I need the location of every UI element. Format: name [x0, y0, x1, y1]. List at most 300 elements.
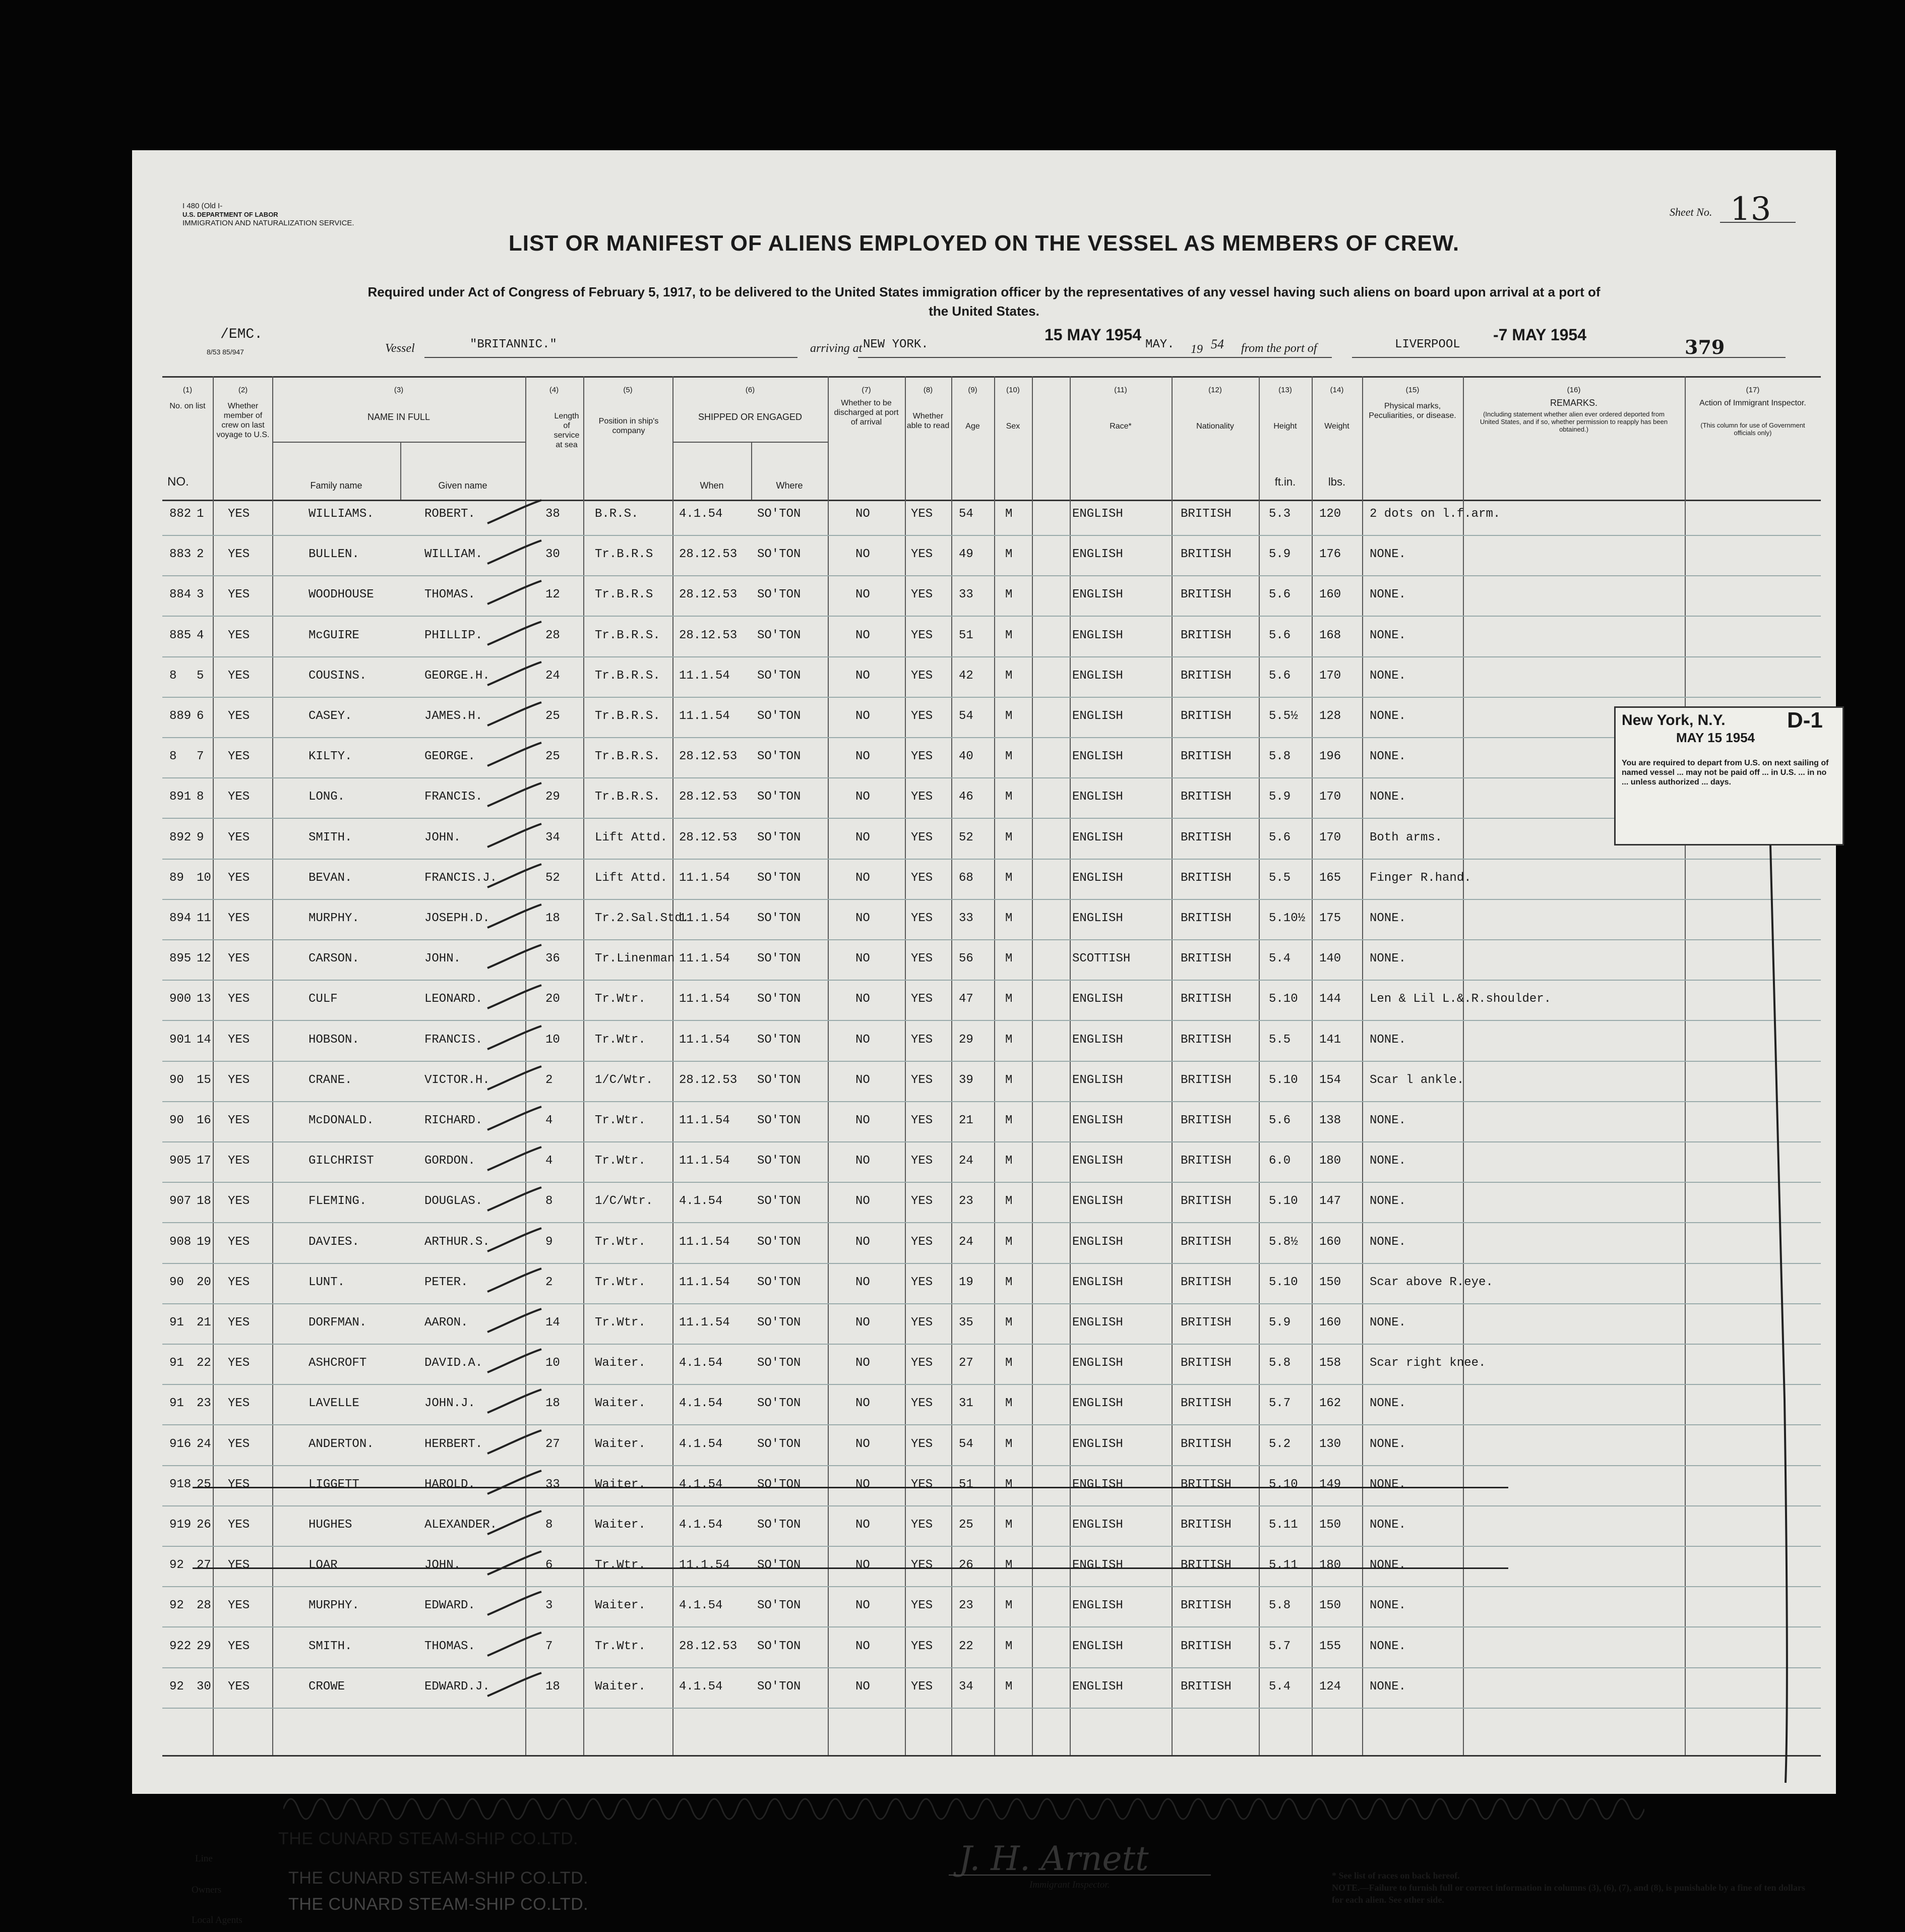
row-race: SCOTTISH [1072, 952, 1131, 966]
row-physical-marks: Scar l ankle. [1370, 1073, 1464, 1087]
row-shipped-where: SO'TON [757, 871, 801, 885]
row-shipped-when: 11.1.54 [679, 709, 730, 723]
row-race: ENGLISH [1072, 507, 1123, 521]
row-sex: M [1005, 628, 1013, 642]
row-able-to-read: YES [911, 1599, 933, 1613]
row-shipped-where: SO'TON [757, 507, 801, 521]
row-race: ENGLISH [1072, 1235, 1123, 1249]
row-sex: M [1005, 1154, 1013, 1168]
row-physical-marks: Scar right knee. [1370, 1356, 1486, 1370]
row-weight: 168 [1319, 628, 1341, 642]
row-age: 26 [959, 1558, 973, 1573]
table-row [162, 1640, 1821, 1670]
row-able-to-read: YES [911, 912, 933, 925]
row-length-of-service: 29 [545, 790, 560, 804]
row-shipped-when: 4.1.54 [679, 1194, 723, 1209]
row-shipped-where: SO'TON [757, 1194, 801, 1209]
row-shipped-when: 11.1.54 [679, 992, 730, 1006]
row-able-to-read: YES [911, 1316, 933, 1330]
row-discharge: NO [855, 1437, 870, 1451]
table-row [162, 709, 1821, 740]
end-of-list-wavy-line [283, 1784, 1644, 1834]
table-row [162, 548, 1821, 578]
row-shipped-where: SO'TON [757, 1477, 801, 1491]
row-physical-marks: NONE. [1370, 1599, 1406, 1613]
row-physical-marks: NONE. [1370, 790, 1406, 804]
departure-date-stamp: -7 MAY 1954 [1493, 326, 1587, 344]
row-able-to-read: YES [911, 1114, 933, 1127]
row-race: ENGLISH [1072, 912, 1123, 925]
row-discharge: NO [855, 1599, 870, 1613]
row-ref-number: 91 [169, 1397, 184, 1411]
row-length-of-service: 52 [545, 871, 560, 885]
row-race: ENGLISH [1072, 1356, 1123, 1370]
from-port-label: from the port of [1241, 342, 1317, 355]
row-given-name: JOHN. [424, 952, 461, 966]
row-crew-last-voyage: YES [228, 588, 250, 602]
row-race: ENGLISH [1072, 1437, 1123, 1451]
row-sex: M [1005, 709, 1013, 723]
row-shipped-when: 28.12.53 [679, 1073, 738, 1087]
row-shipped-where: SO'TON [757, 1518, 801, 1532]
row-given-name: GEORGE. [424, 750, 475, 764]
row-weight: 150 [1319, 1599, 1341, 1613]
row-discharge: NO [855, 709, 870, 723]
row-position: Waiter. [595, 1437, 646, 1451]
row-sex: M [1005, 952, 1013, 966]
handwritten-check-mark [485, 660, 545, 690]
row-sex: M [1005, 871, 1013, 885]
row-shipped-where: SO'TON [757, 1033, 801, 1047]
row-crew-last-voyage: YES [228, 507, 250, 521]
row-position: Tr.2.Sal.Std. [595, 912, 690, 925]
row-age: 19 [959, 1275, 973, 1289]
row-weight: 130 [1319, 1437, 1341, 1451]
row-length-of-service: 36 [545, 952, 560, 966]
row-discharge: NO [855, 1477, 870, 1491]
row-physical-marks: NONE. [1370, 548, 1406, 562]
row-length-of-service: 4 [545, 1114, 553, 1127]
row-sex: M [1005, 1275, 1013, 1289]
row-position: Tr.Wtr. [595, 1558, 646, 1573]
row-family-name: DORFMAN. [309, 1316, 367, 1330]
row-length-of-service: 10 [545, 1356, 560, 1370]
row-length-of-service: 2 [545, 1275, 553, 1289]
row-discharge: NO [855, 790, 870, 804]
row-crew-last-voyage: YES [228, 952, 250, 966]
row-shipped-where: SO'TON [757, 952, 801, 966]
row-position: Tr.Wtr. [595, 992, 646, 1006]
row-ref-number: 90 [169, 1073, 184, 1087]
row-position: 1/C/Wtr. [595, 1194, 653, 1209]
col-header-race: Race* [1110, 422, 1132, 431]
year-suffix: 54 [1211, 337, 1224, 351]
row-ref-number: 895 [169, 952, 192, 966]
row-physical-marks: NONE. [1370, 709, 1406, 723]
row-age: 34 [959, 1679, 973, 1694]
table-row [162, 1276, 1821, 1306]
row-ref-number: 90 [169, 1275, 184, 1289]
row-shipped-when: 28.12.53 [679, 588, 738, 602]
row-list-number: 24 [197, 1437, 211, 1451]
inspector-signature: J. H. Arnett [959, 1839, 1149, 1878]
row-height: 5.5 [1269, 1033, 1291, 1047]
row-given-name: RICHARD. [424, 1114, 483, 1127]
col-header-age: Age [965, 422, 980, 431]
row-height: 5.10 [1269, 1194, 1298, 1209]
row-discharge: NO [855, 1558, 870, 1573]
row-weight: 180 [1319, 1154, 1341, 1168]
row-crew-last-voyage: YES [228, 1114, 250, 1127]
row-discharge: NO [855, 871, 870, 885]
row-sex: M [1005, 1033, 1013, 1047]
row-sex: M [1005, 1114, 1013, 1127]
row-length-of-service: 27 [545, 1437, 560, 1451]
row-able-to-read: YES [911, 628, 933, 642]
row-sex: M [1005, 790, 1013, 804]
row-height: 5.11 [1269, 1558, 1298, 1573]
row-list-number: 8 [197, 790, 204, 804]
row-physical-marks: NONE. [1370, 1679, 1406, 1694]
col-num-16: (16) [1567, 386, 1581, 394]
row-nationality: BRITISH [1181, 871, 1232, 885]
row-nationality: BRITISH [1181, 1599, 1232, 1613]
stamp-date: MAY 15 1954 [1676, 730, 1755, 745]
row-discharge: NO [855, 830, 870, 844]
row-nationality: BRITISH [1181, 790, 1232, 804]
row-list-number: 3 [197, 588, 204, 602]
row-sex: M [1005, 1316, 1013, 1330]
row-crew-last-voyage: YES [228, 1679, 250, 1694]
row-height: 5.6 [1269, 669, 1291, 683]
row-age: 39 [959, 1073, 973, 1087]
row-list-number: 9 [197, 830, 204, 844]
row-weight: 141 [1319, 1033, 1341, 1047]
row-length-of-service: 38 [545, 507, 560, 521]
row-weight: 170 [1319, 790, 1341, 804]
col-num-8: (8) [923, 386, 933, 394]
row-family-name: SMITH. [309, 1639, 352, 1653]
row-discharge: NO [855, 1114, 870, 1127]
row-height: 5.9 [1269, 1316, 1291, 1330]
row-race: ENGLISH [1072, 1639, 1123, 1653]
row-height: 5.2 [1269, 1437, 1291, 1451]
handwritten-check-mark [485, 1347, 545, 1377]
row-shipped-where: SO'TON [757, 1437, 801, 1451]
col-num-14: (14) [1330, 386, 1344, 394]
row-height: 5.8 [1269, 1356, 1291, 1370]
row-able-to-read: YES [911, 1194, 933, 1209]
row-age: 25 [959, 1518, 973, 1532]
stamp-location: New York, N.Y. [1622, 712, 1726, 729]
row-sex: M [1005, 992, 1013, 1006]
row-length-of-service: 18 [545, 1397, 560, 1411]
row-age: 31 [959, 1397, 973, 1411]
row-shipped-where: SO'TON [757, 588, 801, 602]
row-physical-marks: NONE. [1370, 1477, 1406, 1491]
line-company-stamp: THE CUNARD STEAM-SHIP CO.LTD. [278, 1829, 579, 1848]
row-given-name: ALEXANDER. [424, 1518, 498, 1532]
row-weight: 160 [1319, 1235, 1341, 1249]
row-sex: M [1005, 1437, 1013, 1451]
row-shipped-when: 11.1.54 [679, 1316, 730, 1330]
row-crew-last-voyage: YES [228, 1599, 250, 1613]
row-position: Tr.Wtr. [595, 1235, 646, 1249]
col-header-given-name: Given name [438, 480, 487, 491]
table-row [162, 831, 1821, 861]
col-header-inspector-note: (This column for use of Government officials only) [1700, 421, 1805, 437]
row-physical-marks: NONE. [1370, 1558, 1406, 1573]
row-shipped-when: 11.1.54 [679, 912, 730, 925]
row-list-number: 6 [197, 709, 204, 723]
col-header-ft-in: ft.in. [1274, 475, 1296, 488]
col-header-remarks-note: (Including statement whether alien ever ordered deported from United States, and if so, whether permission to reapply has been obtained.) [1480, 410, 1668, 433]
row-length-of-service: 24 [545, 669, 560, 683]
row-family-name: HUGHES [309, 1518, 352, 1532]
row-crew-last-voyage: YES [228, 992, 250, 1006]
table-row [162, 1599, 1821, 1629]
row-age: 51 [959, 1477, 973, 1491]
row-crew-last-voyage: YES [228, 912, 250, 925]
row-race: ENGLISH [1072, 669, 1123, 683]
row-list-number: 2 [197, 548, 204, 562]
row-ref-number: 892 [169, 830, 192, 844]
row-length-of-service: 18 [545, 1679, 560, 1694]
row-length-of-service: 7 [545, 1639, 553, 1653]
row-age: 52 [959, 830, 973, 844]
stamp-code: D-1 [1787, 708, 1823, 733]
sheet-number: 13 [1730, 191, 1771, 228]
row-nationality: BRITISH [1181, 992, 1232, 1006]
row-race: ENGLISH [1072, 1316, 1123, 1330]
row-crew-last-voyage: YES [228, 1437, 250, 1451]
row-physical-marks: NONE. [1370, 1114, 1406, 1127]
row-shipped-when: 4.1.54 [679, 1679, 723, 1694]
row-family-name: McDONALD. [309, 1114, 374, 1127]
row-crew-last-voyage: YES [228, 1316, 250, 1330]
row-discharge: NO [855, 588, 870, 602]
row-position: Tr.Wtr. [595, 1275, 646, 1289]
row-shipped-where: SO'TON [757, 1356, 801, 1370]
row-list-number: 12 [197, 952, 211, 966]
row-shipped-when: 11.1.54 [679, 952, 730, 966]
row-nationality: BRITISH [1181, 1316, 1232, 1330]
row-shipped-when: 4.1.54 [679, 1477, 723, 1491]
row-shipped-where: SO'TON [757, 1154, 801, 1168]
row-race: ENGLISH [1072, 628, 1123, 642]
handwritten-check-mark [485, 1145, 545, 1175]
row-race: ENGLISH [1072, 992, 1123, 1006]
row-position: Tr.B.R.S [595, 548, 653, 562]
handwritten-check-mark [485, 1105, 545, 1135]
row-shipped-when: 4.1.54 [679, 1397, 723, 1411]
col-num-4: (4) [549, 386, 559, 394]
row-ref-number: 882 [169, 507, 192, 521]
year-prefix: 19 [1191, 343, 1203, 356]
row-able-to-read: YES [911, 1477, 933, 1491]
row-race: ENGLISH [1072, 1679, 1123, 1694]
row-list-number: 23 [197, 1397, 211, 1411]
row-shipped-when: 4.1.54 [679, 1518, 723, 1532]
row-shipped-when: 28.12.53 [679, 548, 738, 562]
row-given-name: VICTOR.H. [424, 1073, 490, 1087]
row-shipped-when: 4.1.54 [679, 1356, 723, 1370]
row-weight: 176 [1319, 548, 1341, 562]
row-list-number: 28 [197, 1599, 211, 1613]
row-physical-marks: NONE. [1370, 912, 1406, 925]
row-list-number: 1 [197, 507, 204, 521]
row-nationality: BRITISH [1181, 1275, 1232, 1289]
row-weight: 138 [1319, 1114, 1341, 1127]
row-list-number: 25 [197, 1477, 211, 1491]
row-height: 5.8 [1269, 1599, 1291, 1613]
row-physical-marks: NONE. [1370, 952, 1406, 966]
row-age: 56 [959, 952, 973, 966]
row-sex: M [1005, 669, 1013, 683]
row-list-number: 26 [197, 1518, 211, 1532]
row-list-number: 20 [197, 1275, 211, 1289]
row-position: Tr.B.R.S. [595, 750, 660, 764]
handwritten-check-mark [485, 943, 545, 973]
table-row [162, 669, 1821, 699]
handwritten-check-mark [485, 1671, 545, 1701]
departure-port: LIVERPOOL [1395, 338, 1460, 351]
row-race: ENGLISH [1072, 1599, 1123, 1613]
col-num-1: (1) [182, 386, 193, 394]
row-weight: 165 [1319, 871, 1341, 885]
row-height: 5.9 [1269, 548, 1291, 562]
footer-owners-label: Owners [192, 1885, 222, 1895]
row-crew-last-voyage: YES [228, 1558, 250, 1573]
row-length-of-service: 4 [545, 1154, 553, 1168]
row-crew-last-voyage: YES [228, 790, 250, 804]
row-nationality: BRITISH [1181, 1558, 1232, 1573]
row-shipped-where: SO'TON [757, 830, 801, 844]
row-given-name: ARTHUR.S. [424, 1235, 490, 1249]
arriving-label: arriving at [810, 342, 863, 355]
row-crew-last-voyage: YES [228, 1477, 250, 1491]
row-position: Waiter. [595, 1599, 646, 1613]
row-sex: M [1005, 1518, 1013, 1532]
crew-manifest-table [162, 376, 1829, 1798]
strike-through-line [193, 1567, 1508, 1569]
row-ref-number: 90 [169, 1114, 184, 1127]
row-physical-marks: NONE. [1370, 1154, 1406, 1168]
row-discharge: NO [855, 1397, 870, 1411]
form-id: I 480 (Old I- [182, 202, 223, 210]
col-header-remarks: REMARKS. [1550, 398, 1598, 408]
row-length-of-service: 12 [545, 588, 560, 602]
row-able-to-read: YES [911, 1033, 933, 1047]
handwritten-check-mark [485, 983, 545, 1013]
row-able-to-read: YES [911, 871, 933, 885]
table-row [162, 507, 1821, 537]
manifest-sheet [132, 150, 1836, 1925]
row-length-of-service: 8 [545, 1194, 553, 1209]
row-weight: 149 [1319, 1477, 1341, 1491]
row-position: 1/C/Wtr. [595, 1073, 653, 1087]
row-age: 42 [959, 669, 973, 683]
department-name: U.S. DEPARTMENT OF LABOR [182, 211, 278, 218]
table-row [162, 629, 1821, 659]
row-family-name: CARSON. [309, 952, 359, 966]
row-family-name: WOODHOUSE [309, 588, 374, 602]
row-able-to-read: YES [911, 669, 933, 683]
row-sex: M [1005, 1194, 1013, 1209]
emc-code: /EMC. [220, 327, 263, 342]
row-ref-number: 891 [169, 790, 192, 804]
row-nationality: BRITISH [1181, 628, 1232, 642]
row-able-to-read: YES [911, 1558, 933, 1573]
table-row [162, 1356, 1821, 1386]
inspector-stamp [1614, 706, 1844, 846]
row-position: Tr.Wtr. [595, 1033, 646, 1047]
handwritten-check-mark [485, 1266, 545, 1297]
row-list-number: 4 [197, 628, 204, 642]
row-physical-marks: NONE. [1370, 1639, 1406, 1653]
row-age: 51 [959, 628, 973, 642]
row-family-name: CRANE. [309, 1073, 352, 1087]
row-given-name: WILLIAM. [424, 548, 483, 562]
row-physical-marks: NONE. [1370, 750, 1406, 764]
row-crew-last-voyage: YES [228, 1275, 250, 1289]
row-shipped-when: 28.12.53 [679, 750, 738, 764]
table-row [162, 1114, 1821, 1144]
inspector-label: Immigrant Inspector. [1029, 1880, 1110, 1890]
row-age: 22 [959, 1639, 973, 1653]
col-num-12: (12) [1208, 386, 1222, 394]
row-length-of-service: 10 [545, 1033, 560, 1047]
row-nationality: BRITISH [1181, 588, 1232, 602]
row-nationality: BRITISH [1181, 1356, 1232, 1370]
row-crew-last-voyage: YES [228, 1518, 250, 1532]
row-family-name: MURPHY. [309, 1599, 359, 1613]
page-number: 379 [1685, 336, 1725, 358]
row-age: 35 [959, 1316, 973, 1330]
row-shipped-where: SO'TON [757, 548, 801, 562]
row-weight: 147 [1319, 1194, 1341, 1209]
row-family-name: ASHCROFT [309, 1356, 367, 1370]
row-position: Tr.Linenman [595, 952, 675, 966]
row-family-name: WILLIAMS. [309, 507, 374, 521]
row-ref-number: 8 [169, 750, 177, 764]
row-able-to-read: YES [911, 507, 933, 521]
row-weight: 150 [1319, 1518, 1341, 1532]
row-weight: 180 [1319, 1558, 1341, 1573]
row-weight: 155 [1319, 1639, 1341, 1653]
row-weight: 128 [1319, 709, 1341, 723]
row-shipped-where: SO'TON [757, 1114, 801, 1127]
table-row [162, 1235, 1821, 1265]
table-row [162, 790, 1821, 820]
row-length-of-service: 33 [545, 1477, 560, 1491]
row-height: 5.10 [1269, 992, 1298, 1006]
row-height: 5.4 [1269, 952, 1291, 966]
row-given-name: JOHN.J. [424, 1397, 475, 1411]
row-family-name: CASEY. [309, 709, 352, 723]
row-able-to-read: YES [911, 1275, 933, 1289]
table-row [162, 1316, 1821, 1346]
row-list-number: 22 [197, 1356, 211, 1370]
row-age: 68 [959, 871, 973, 885]
row-height: 5.8 [1269, 750, 1291, 764]
row-height: 5.5 [1269, 871, 1291, 885]
row-race: ENGLISH [1072, 588, 1123, 602]
row-shipped-where: SO'TON [757, 709, 801, 723]
row-shipped-when: 11.1.54 [679, 1235, 730, 1249]
service-name: IMMIGRATION AND NATURALIZATION SERVICE. [182, 219, 354, 227]
handwritten-check-mark [485, 1185, 545, 1216]
